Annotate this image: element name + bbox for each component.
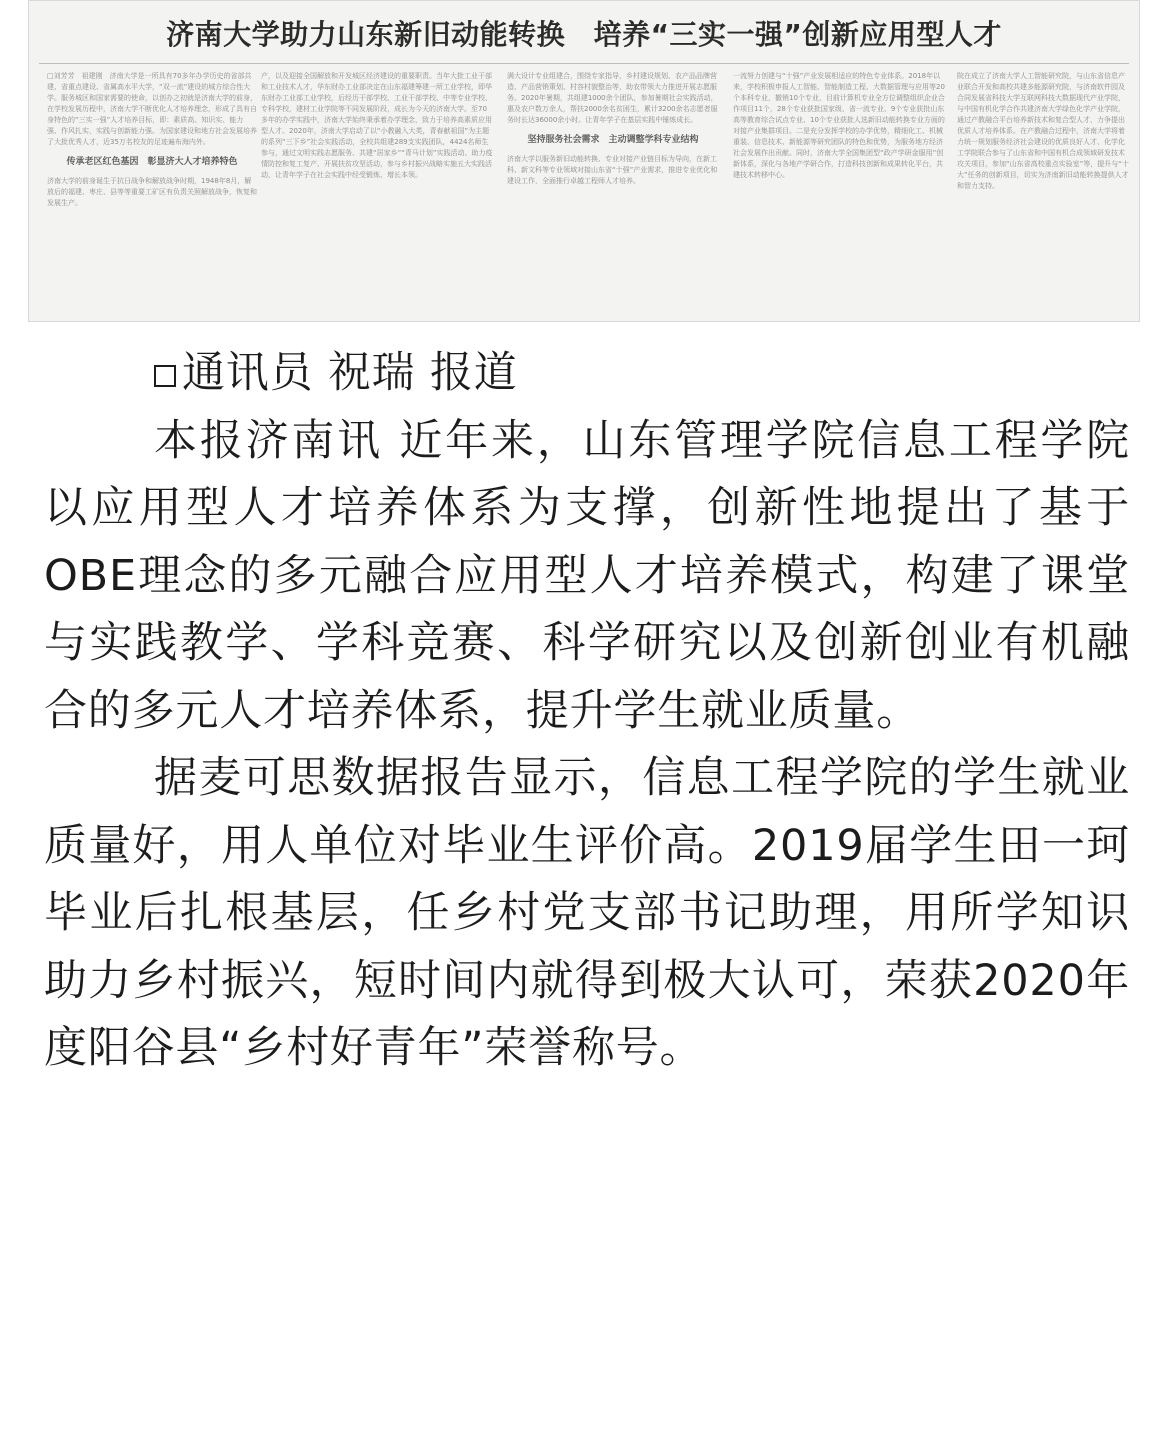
article-paragraph: 本报济南讯 近年来，山东管理学院信息工程学院以应用型人才培养体系为支撑，创新性地提出了基于OBE理念的多元融合应用型人才培养模式，构建了课堂与实践教学、学科竞赛、科学研究以及创新创业有机融合的多元人才培养体系，提升学生就业质量。	[44, 415, 1130, 736]
square-bullet-icon	[154, 365, 176, 387]
clipping-column	[507, 71, 719, 315]
byline	[44, 340, 1130, 408]
clipping-column	[733, 71, 945, 315]
clipping-column-text: 院在成立了济南大学人工智能研究院，与山东省信息产业联合开发和高校共建多能源研究院，与济南软件园及合同发展省科技大学互联网科技大数据现代产业学院，与中国有机化学合作共建济南大学绿色化学产业学院，通过产教融合平台培养新技术和复合型人才，力争提出优质人才培养体系。在产教融合过程中，济南大学将着力统一规划服务经济社会建设的优质良好人才、化学化工学院联合参与了山东省和中国有机合成领域研发技术攻关项目，参加“山东省高校重点实验室”等，提升与“十大”任务的创新项目，切实为济南新旧动能转换提供人才和智力支持。	[957, 72, 1129, 190]
newspaper-clipping-image	[28, 0, 1140, 322]
article-body	[44, 340, 1130, 1083]
clipping-column	[47, 71, 257, 315]
clipping-subheading: 坚持服务社会需求 主动调整学科专业结构	[527, 135, 699, 145]
clipping-column-text: 一流努力创建与“十强”产业发展相适应的特色专业体系。2018年以来，学校积极申报人工智能、智能制造工程、大数据管理与应用等20个本科专业，撤销10个专业，目前计算机专业全方位调整组织企业合作项目11个，28个专业获批国家级、省一流专业、9个专业获批山东高等教育综合试点专业、10个专业获批人选新旧动能转换专业方面的对接产业集群项目。二是充分发挥学校的办学优势，精细化工、机械重装、信息技术、新能源等研究团队的特色和优势，为服务地方经济社会发展作出贡献。同时，济南大学全国集团型“政产学研金服用”创新体系，深化与各地产学研合作，打造科技创新和成果转化平台，共建技术转移中心。	[733, 72, 945, 179]
clipping-column-text: □刘芳芳 祖建刚 济南大学是一所具有70多年办学历史的省部共建、省重点建设、省属高水平大学，“双一流”建设的城方综合性大学。服务城区和国家需要的使命，以创办之初就是济南大学的前身，在学校发展历程中，济南大学不断优化人才培养理念，形成了具有自身特色的“三实一强”人才培养目标，即：素质高、知识实、能力强、作风扎实，实践与创新能力强。为国家建设和地方社会发展培养了大批优秀人才，近35万名校友的足迹遍布海内外。	[47, 72, 257, 146]
clipping-headline: 济南大学助力山东新旧动能转换 培养“三实一强”创新应用型人才	[166, 18, 1002, 51]
article-paragraph: 据麦可思数据报告显示，信息工程学院的学生就业质量好，用人单位对毕业生评价高。2019届学生田一珂毕业后扎根基层，任乡村党支部书记助理，用所学知识助力乡村振兴，短时间内就得到极大认可，荣获2020年度阳谷县“乡村好青年”荣誉称号。	[44, 753, 1130, 1073]
clipping-column-text: 济南大学以服务新旧动能转换、专业对接产业链目标为导向，在新工科、新文科等专业领域对接山东省“十强”产业需求，推进专业优化和建设工作，全面推行卓越工程师人才培养。	[507, 155, 718, 185]
clipping-column-text: 产，以及迎接全国解放和开发城区经济建设的重要职责。当年大批工业干部和工业技术人才，华东财办工业部决定在山东福建筹建一所工业学校，即华东财办工业部工业学校，后经历干部学校、工业干部学校、中等专业学校、专科学校，建材工业学院等不同发展阶段，成长为今天的济南大学。至70多年的办学实践中，济南大学始终秉承着办学理念，致力于培养高素质应用型人才。2020年，济南大学启动了以“小教融入大类，青春献祖国”为主题的系列“三下乡”社会实践活动，全校共组建289支实践团队，4424名师生参与，通过文明实践志愿服务、共建“居家乡”“青马计划”实践活动、助力疫情防控和复工复产、开展扶贫攻坚活动，参与乡村振兴战略实施五大实践活动，让青年学子在社会实践中经受锻炼、增长本领。	[261, 72, 493, 179]
clipping-column-text: 满大设计专业组建合，围绕专家指导，乡村建设规划、农产品品牌营造、产品营销策划、村容村貌整治等，助农带领大力推进开展志愿服务。2020年暑期，共组建1000余个团队，参加暑期社会实践活动，惠及农户数万余人，帮扶2000余名贫困生，累计3200余名志愿者服务时长达36000余小时。让青年学子在基层实践中锤炼成长。	[507, 72, 718, 124]
clipping-divider	[39, 63, 1129, 64]
clipping-subheading: 传承老区红色基因 彰显济大人才培养特色	[66, 157, 238, 167]
clipping-column	[261, 71, 493, 315]
clipping-column-text: 济南大学的前身诞生于抗日战争和解放战争时期，1948年8月，解放后的福建、枣庄、县等等重要工矿区有负责关照解放战争，恢复和发展生产。	[47, 177, 257, 207]
byline-text: 通讯员 祝瑞 报道	[182, 348, 518, 398]
clipping-column	[957, 71, 1129, 315]
